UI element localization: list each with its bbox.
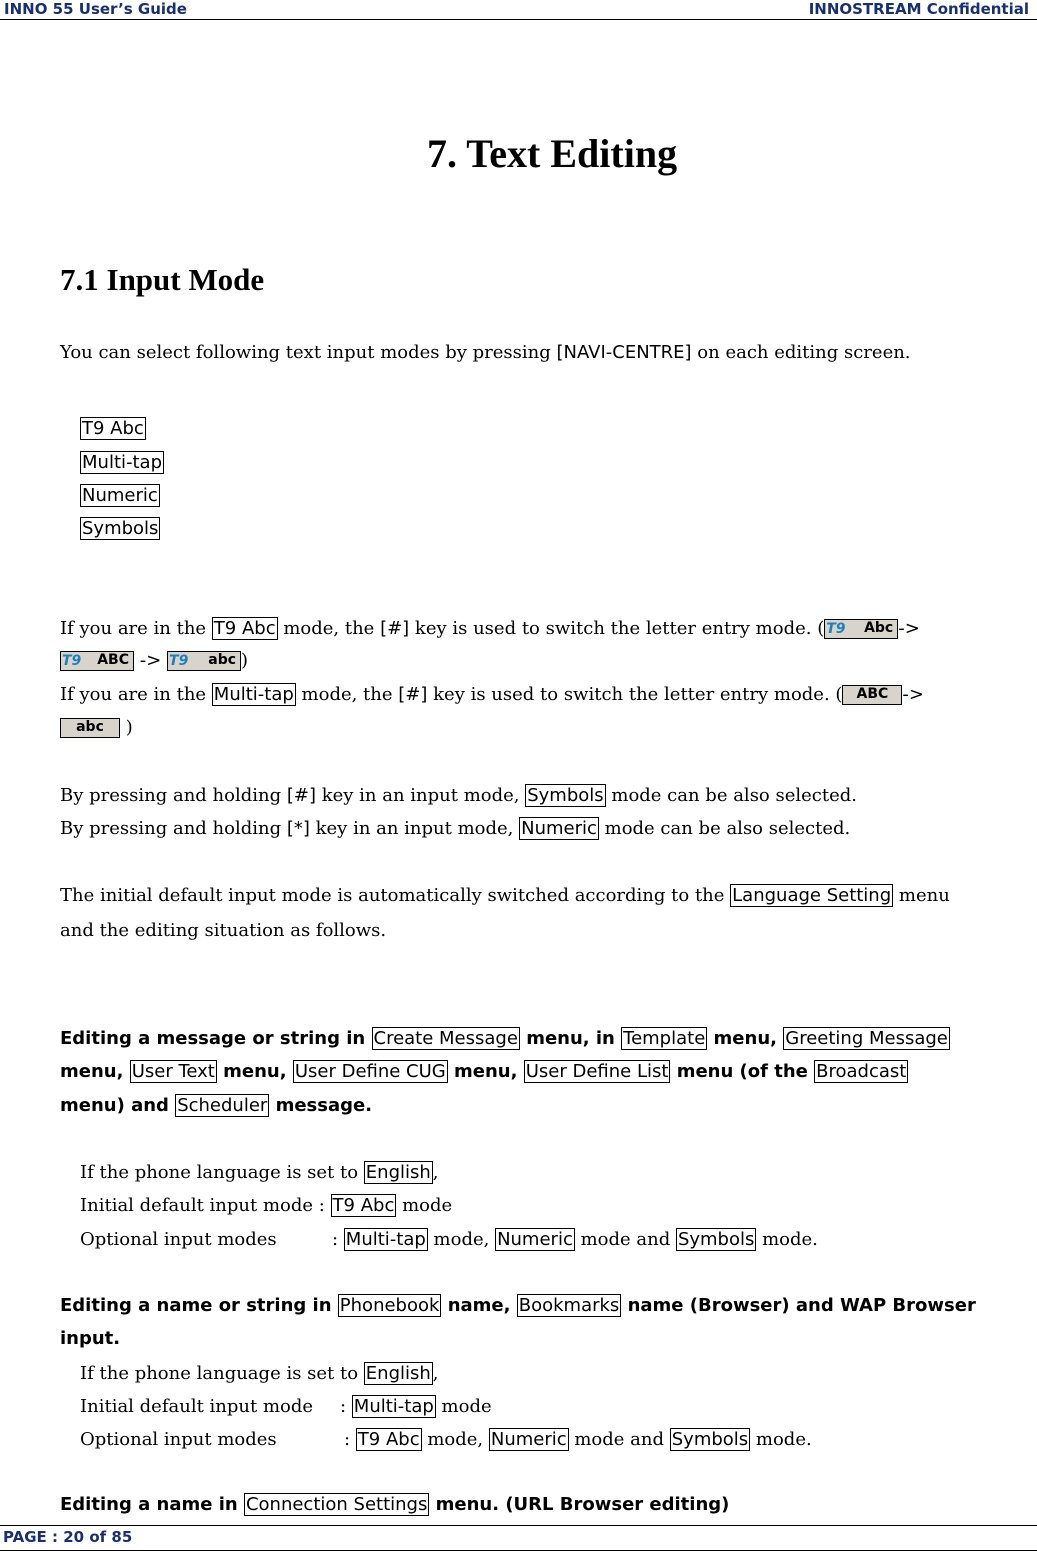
case2-initial-mode: Initial default input mode xyxy=(80,1396,314,1417)
multitap-switch-paragraph-line2: abc ) xyxy=(60,716,133,740)
hold-hash-paragraph: By pressing and holding [#] key in an input mode, Symbols mode can be also selected. xyxy=(60,785,857,806)
case1-optional-modes-values: : Multi-tap mode, Numeric mode and Symbols mode. xyxy=(332,1229,818,1250)
case1-language: If the phone language is set to English , xyxy=(80,1162,439,1183)
mode-multitap: Multi-tap xyxy=(82,452,163,473)
t9-ABC-icon: T9 ABC xyxy=(60,651,134,671)
t9-abc-lower-icon: T9 abc xyxy=(167,651,241,671)
multitap-switch-paragraph: If you are in the Multi-tap mode, the [#] key is used to switch the letter entry mode. ( ABC -> xyxy=(60,684,924,705)
mode-list-item xyxy=(80,517,160,541)
t9-switch-paragraph-line2: T9 ABC -> T9 abc ) xyxy=(62,650,249,671)
default-mode-paragraph: The initial default input mode is automatically switched according to the Language Setting menu xyxy=(60,885,950,906)
case1-heading-line2: menu, User Text menu, User Define CUG menu, User Define List menu (of the Broadcast xyxy=(60,1061,907,1082)
case1-initial-mode: Initial default input mode : T9 Abc mode xyxy=(80,1195,453,1216)
page-number: PAGE : 20 of 85 xyxy=(3,1528,133,1546)
case2-heading: Editing a name or string in Phonebook name, Bookmarks name (Browser) and WAP Browser xyxy=(60,1295,976,1316)
chapter-title: 7. Text Editing xyxy=(427,131,678,176)
page-header xyxy=(0,0,1037,20)
mode-list-item xyxy=(80,417,146,441)
case2-language: If the phone language is set to English , xyxy=(80,1363,439,1384)
t9-abc-icon: T9 Abc xyxy=(824,619,898,639)
case2-optional-modes: Optional input modes xyxy=(80,1429,277,1450)
case2-initial-mode-value: : Multi-tap mode xyxy=(340,1396,492,1417)
header-confidential: INNOSTREAM Confidential xyxy=(808,0,1029,18)
case1-optional-modes: Optional input modes xyxy=(80,1229,277,1250)
default-mode-paragraph-line2: and the editing situation as follows. xyxy=(60,920,387,941)
abc-lower-icon: abc xyxy=(60,718,120,738)
header-doc-title: INNO 55 User’s Guide xyxy=(4,0,187,18)
hold-star-paragraph: By pressing and holding [*] key in an input mode, Numeric mode can be also selected. xyxy=(60,818,851,839)
case1-heading: Editing a message or string in Create Message menu, in Template menu, Greeting Message xyxy=(60,1028,948,1049)
mode-list-item xyxy=(80,484,160,508)
section-title: 7.1 Input Mode xyxy=(60,262,265,297)
page-footer xyxy=(0,1525,1037,1551)
case2-heading-line2: input. xyxy=(60,1328,121,1349)
case2-optional-modes-values: : T9 Abc mode, Numeric mode and Symbols mode. xyxy=(344,1429,812,1450)
case1-heading-line3: menu) and Scheduler message. xyxy=(60,1095,373,1116)
intro-paragraph: You can select following text input modes by pressing [NAVI-CENTRE] on each editing screen. xyxy=(60,342,911,363)
mode-t9abc: T9 Abc xyxy=(82,418,144,439)
mode-symbols: Symbols xyxy=(82,518,159,539)
mode-numeric: Numeric xyxy=(82,485,158,506)
mode-list-item xyxy=(80,451,164,475)
case3-heading: Editing a name in Connection Settings menu. (URL Browser editing) xyxy=(60,1494,730,1515)
abc-upper-icon: ABC xyxy=(842,685,902,705)
t9-switch-paragraph: If you are in the T9 Abc mode, the [#] key is used to switch the letter entry mode. ( T9 Abc -> xyxy=(60,618,920,639)
